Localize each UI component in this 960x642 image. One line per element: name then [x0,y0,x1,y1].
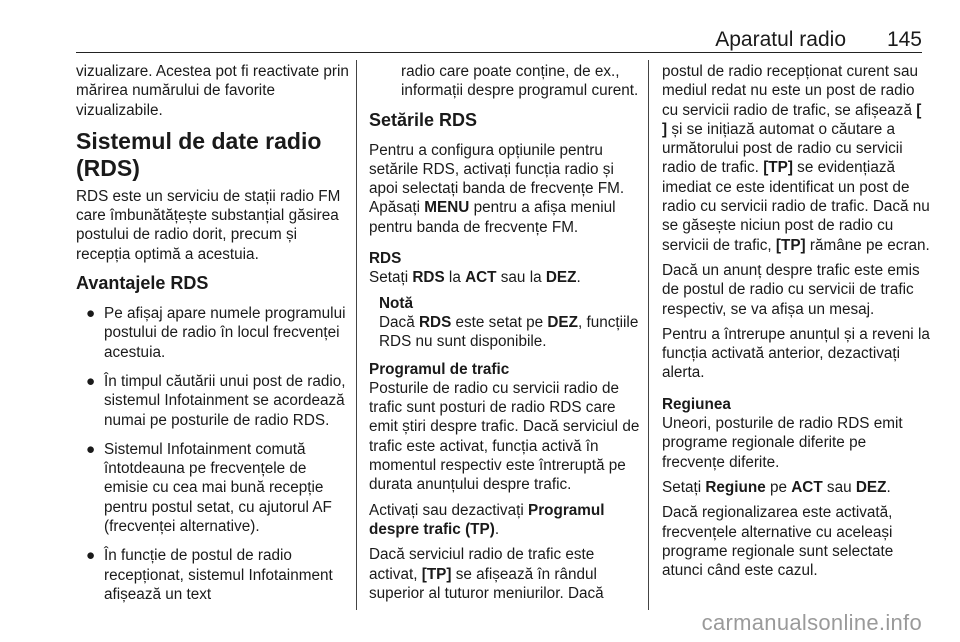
section-heading-advantages: Avantajele RDS [76,273,209,294]
paragraph: Pentru a configura opțiunile pentru setările RDS, activați funcția radio și apoi selectați banda de frecvențe FM. Apăsați MENU pentru a afișa meniul pentru banda de frecvențe FM. [369,141,625,236]
bullet-icon: ● [86,305,96,323]
subheading-region: Regiunea [662,395,731,413]
list-item [76,546,351,604]
section-heading-rds: Sistemul de date radio (RDS) [76,127,322,181]
list-item-text: În funcție de postul de radio recepționat, sistemul Infotainment afișează un text [104,547,333,603]
advantages-list [76,304,351,604]
paragraph: Dacă serviciul radio de trafic este activat, [TP] se afișează în rândul superior al tuturor meniurilor. Dacă [369,546,604,602]
note-heading: Notă [379,294,413,312]
paragraph: Dacă regionalizarea este activată, frecvențele alternative cu aceleași programe regionale sunt selectate atunci când este cazul. [662,504,894,580]
paragraph: Pentru a întrerupe anunțul și a reveni la funcția activată anterior, dezactivați alerta. [662,325,930,382]
bullet-icon: ● [86,372,96,390]
column-3 [662,62,930,586]
list-item [76,372,351,430]
running-title: Aparatul radio [715,28,846,51]
column-divider-1 [356,60,357,610]
bullet-icon: ● [86,547,96,565]
paragraph: Dacă un anunț despre trafic este emis de postul de radio cu servicii de trafic respectiv, se va afișa un mesaj. [662,261,920,318]
list-item-text: În timpul căutării unui post de radio, sistemul Infotainment se acordează numai pe posturile de radio RDS. [104,372,346,429]
column-2 [369,62,641,609]
list-item [76,440,351,536]
note-box [379,294,641,352]
paragraph: Setați RDS la ACT sau la DEZ. [369,269,581,287]
paragraph: RDS este un serviciu de stații radio FM care îmbunătățește substanțial găsirea postului de radio dorit, precum și recepția optimă a acestuia. [76,187,341,263]
menu-button-label: MENU [424,199,470,217]
note-text: Dacă RDS este setat pe DEZ, funcțiile RDS nu sunt disponibile. [379,313,639,351]
list-item [76,304,351,362]
paragraph: Posturile de radio cu servicii radio de trafic sunt posturi de radio RDS care emit știri despre trafic. Dacă serviciul de trafic este activat, funcția activă în momentul respectiv este întreruptă pe durata anunțului despre trafic. [369,379,640,494]
paragraph: postul de radio recepționat curent sau mediul redat nu este un post de radio cu servicii radio de trafic, se afișează [ ] și se inițiază automat o căutare a următorului post de radio cu servicii radio de trafic. [TP] se evidențiază imediat ce este identificat un post de radio cu servicii radio de trafic. Dacă nu se găsește niciun post de radio cu servicii de trafic, [TP] rămâne pe ecran. [662,63,930,254]
paragraph: Uneori, posturile de radio RDS emit programe regionale diferite pe frecvențe diferite. [662,415,903,471]
paragraph: Activați sau dezactivați Programul despre trafic (TP). [369,501,605,538]
column-1 [76,62,351,614]
subheading-rds: RDS [369,250,402,268]
column-divider-2 [648,60,649,610]
subheading-traffic: Programul de trafic [369,360,510,378]
header-rule [76,52,922,53]
watermark: carmanualsonline.info [701,610,922,635]
list-item-text: Pe afișaj apare numele programului postului de radio în locul frecvenței acestuia. [104,305,346,361]
list-item-text: Sistemul Infotainment comută întotdeauna pe frecvențele de emisie cu cea mai bună recepție pentru postul setat, cu ajutorul AF (frecvenței alternative). [104,440,332,536]
paragraph: radio care poate conține, de ex., informații despre programul curent. [401,63,639,100]
paragraph: vizualizare. Acestea pot fi reactivate prin mărirea numărului de favorite vizualizabile. [76,63,349,119]
page-number: 145 [886,28,922,51]
paragraph: Setați Regiune pe ACT sau DEZ. [662,478,891,496]
bullet-icon: ● [86,440,96,458]
section-heading-settings: Setările RDS [369,109,478,130]
